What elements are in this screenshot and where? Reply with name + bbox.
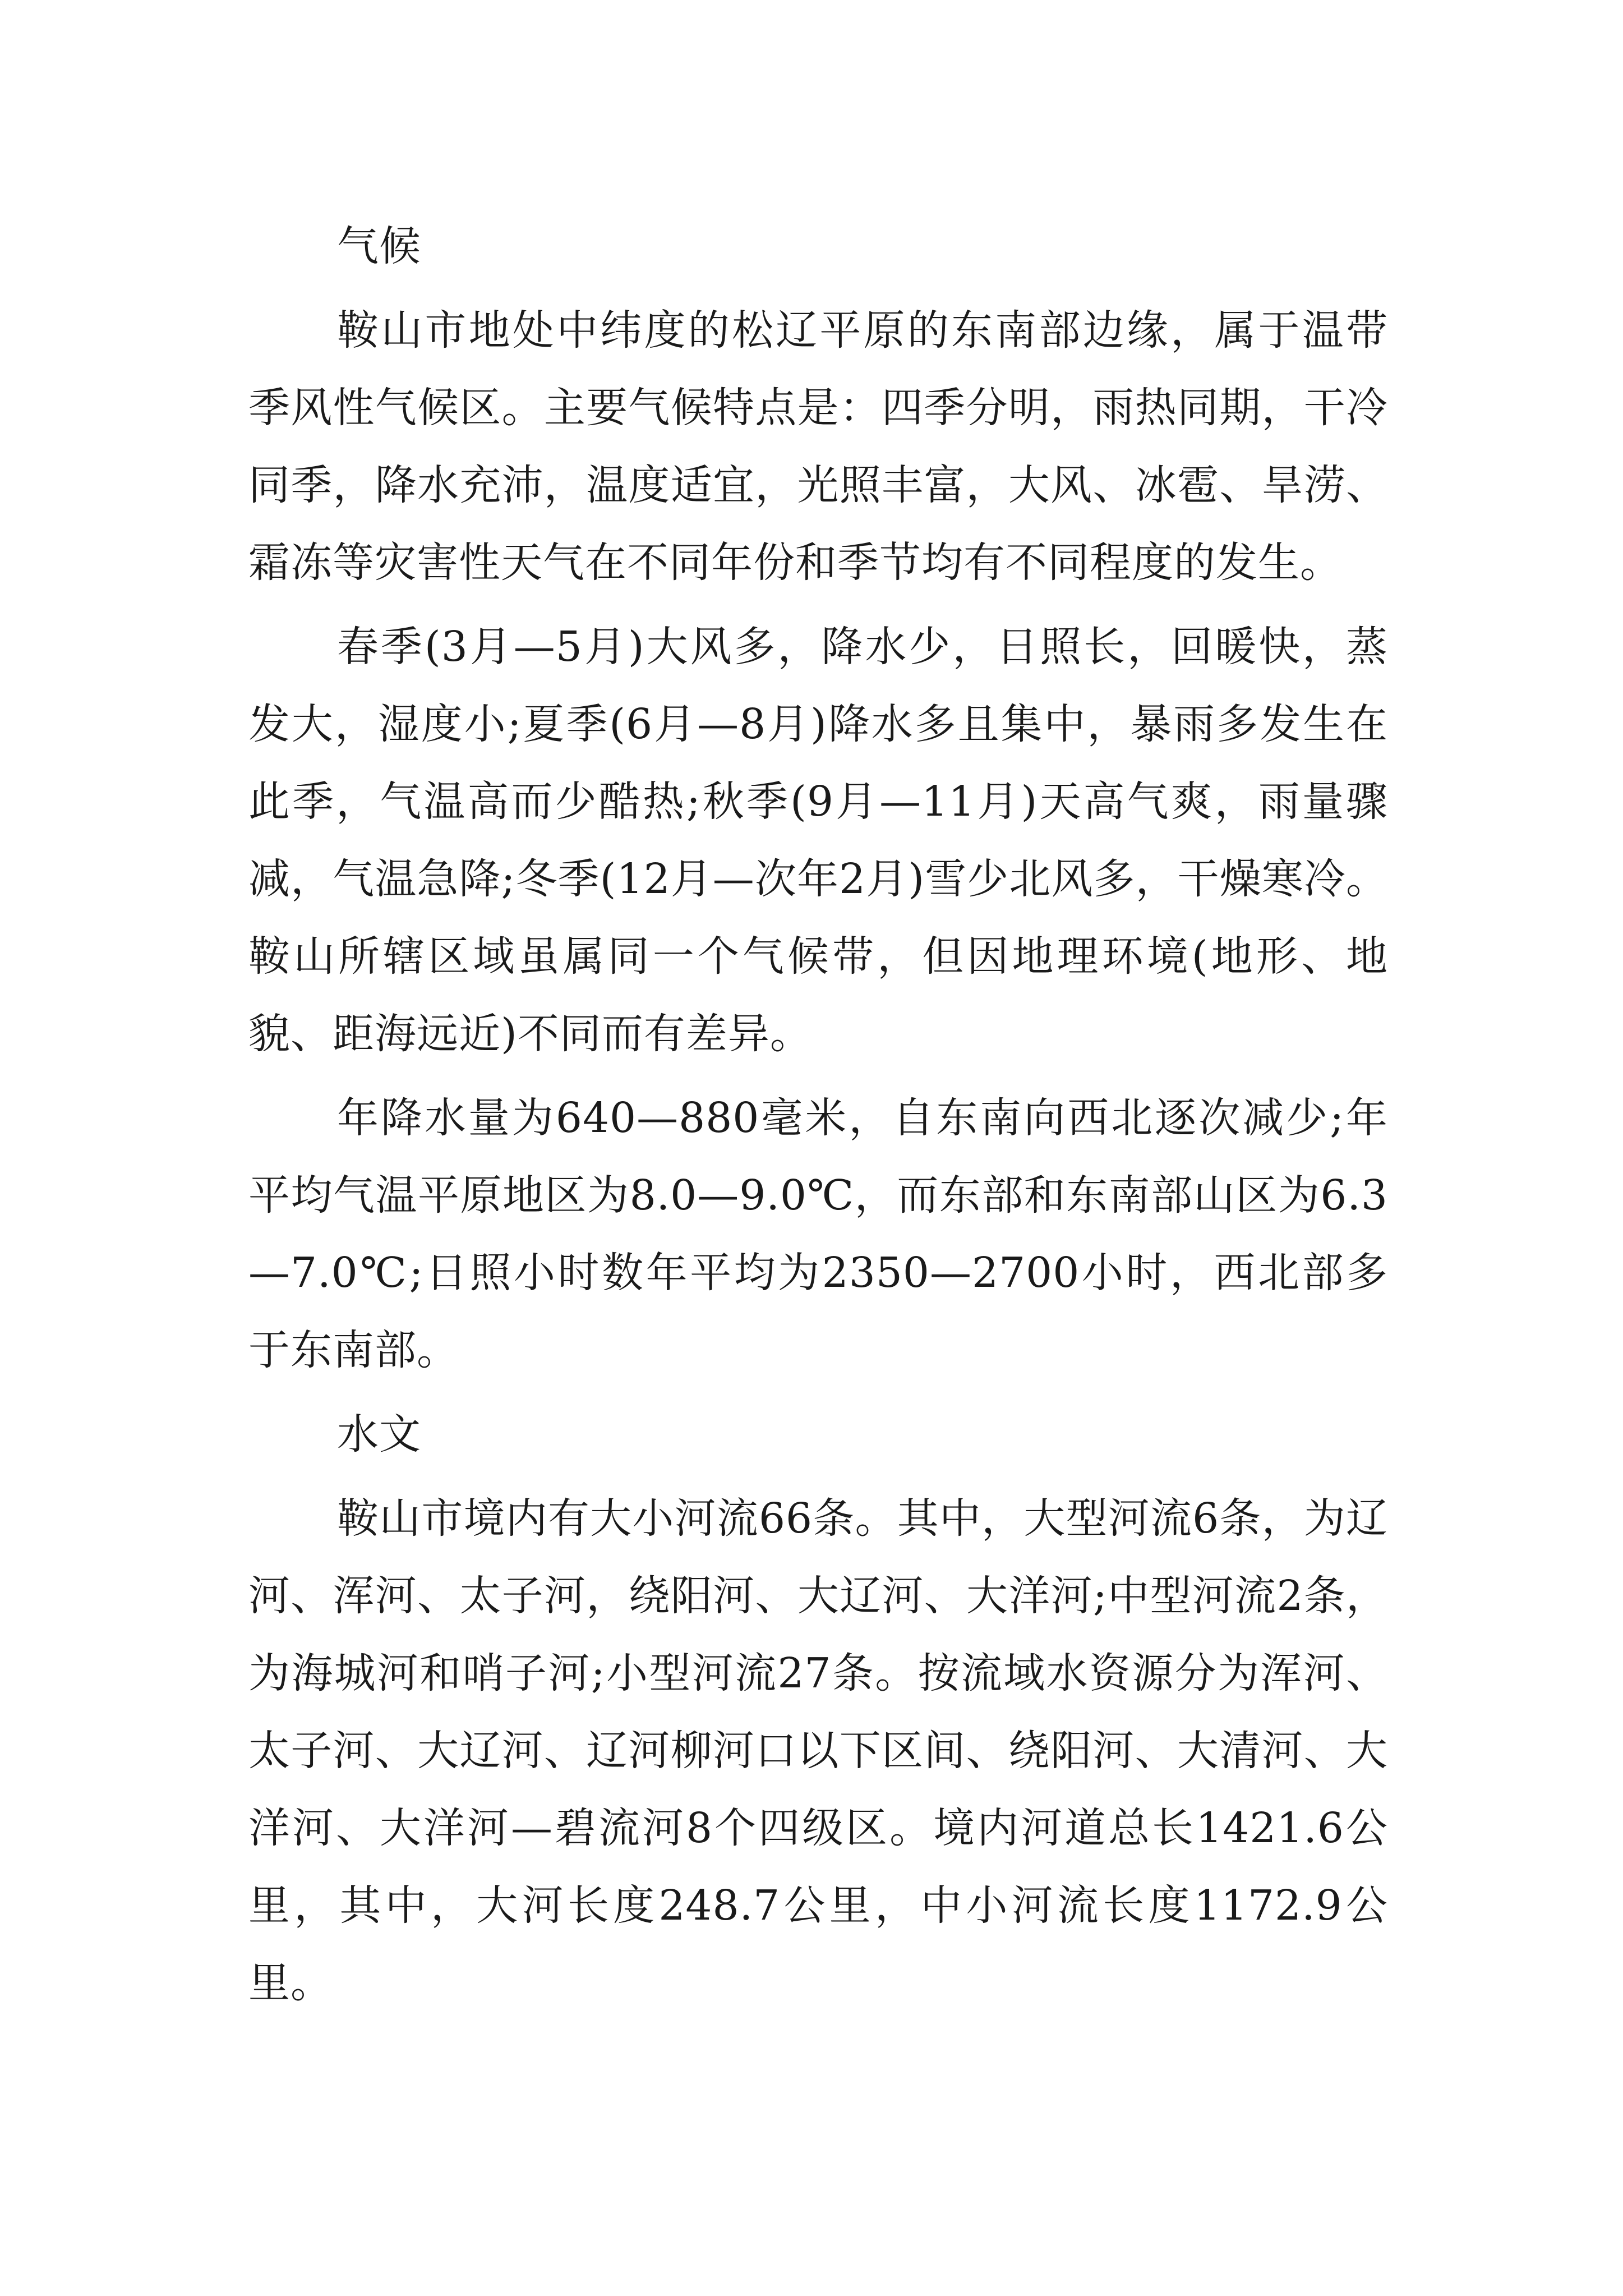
paragraph-hydrology: 鞍山市境内有大小河流66条。其中，大型河流6条，为辽河、浑河、太子河，绕阳河、大辽河、大洋河;中型河流2条，为海城河和哨子河;小型河流27条。按流域水资源分为浑河、太子河、大辽河、辽河柳河口以下区间、绕阳河、大清河、大洋河、大洋河—碧流河8个四级区。境内河道总长1421.6公里，其中，大河长度248.7公里，中小河流长度1172.9公里。	[248, 1494, 1388, 2007]
document-body	[248, 208, 1388, 2028]
section-heading-hydrology: 水文	[337, 1410, 421, 1458]
section-heading-climate: 气候	[337, 222, 421, 270]
paragraph-climate-overview: 鞍山市地处中纬度的松辽平原的东南部边缘，属于温带季风性气候区。主要气候特点是：四季分明，雨热同期，干冷同季，降水充沛，温度适宜，光照丰富，大风、冰雹、旱涝、霜冻等灾害性天气在不同年份和季节均有不同程度的发生。	[248, 306, 1388, 587]
paragraph-climate-statistics: 年降水量为640—880毫米，自东南向西北逐次减少;年平均气温平原地区为8.0—9.0℃，而东部和东南部山区为6.3—7.0℃;日照小时数年平均为2350—2700小时，西北部多于东南部。	[248, 1094, 1388, 1374]
paragraph-seasons: 春季(3月—5月)大风多，降水少，日照长，回暖快，蒸发大，湿度小;夏季(6月—8月)降水多且集中，暴雨多发生在此季，气温高而少酷热;秋季(9月—11月)天高气爽，雨量骤减，气温急降;冬季(12月—次年2月)雪少北风多，干燥寒冷。鞍山所辖区域虽属同一个气候带，但因地理环境(地形、地貌、距海远近)不同而有差异。	[248, 623, 1388, 1058]
